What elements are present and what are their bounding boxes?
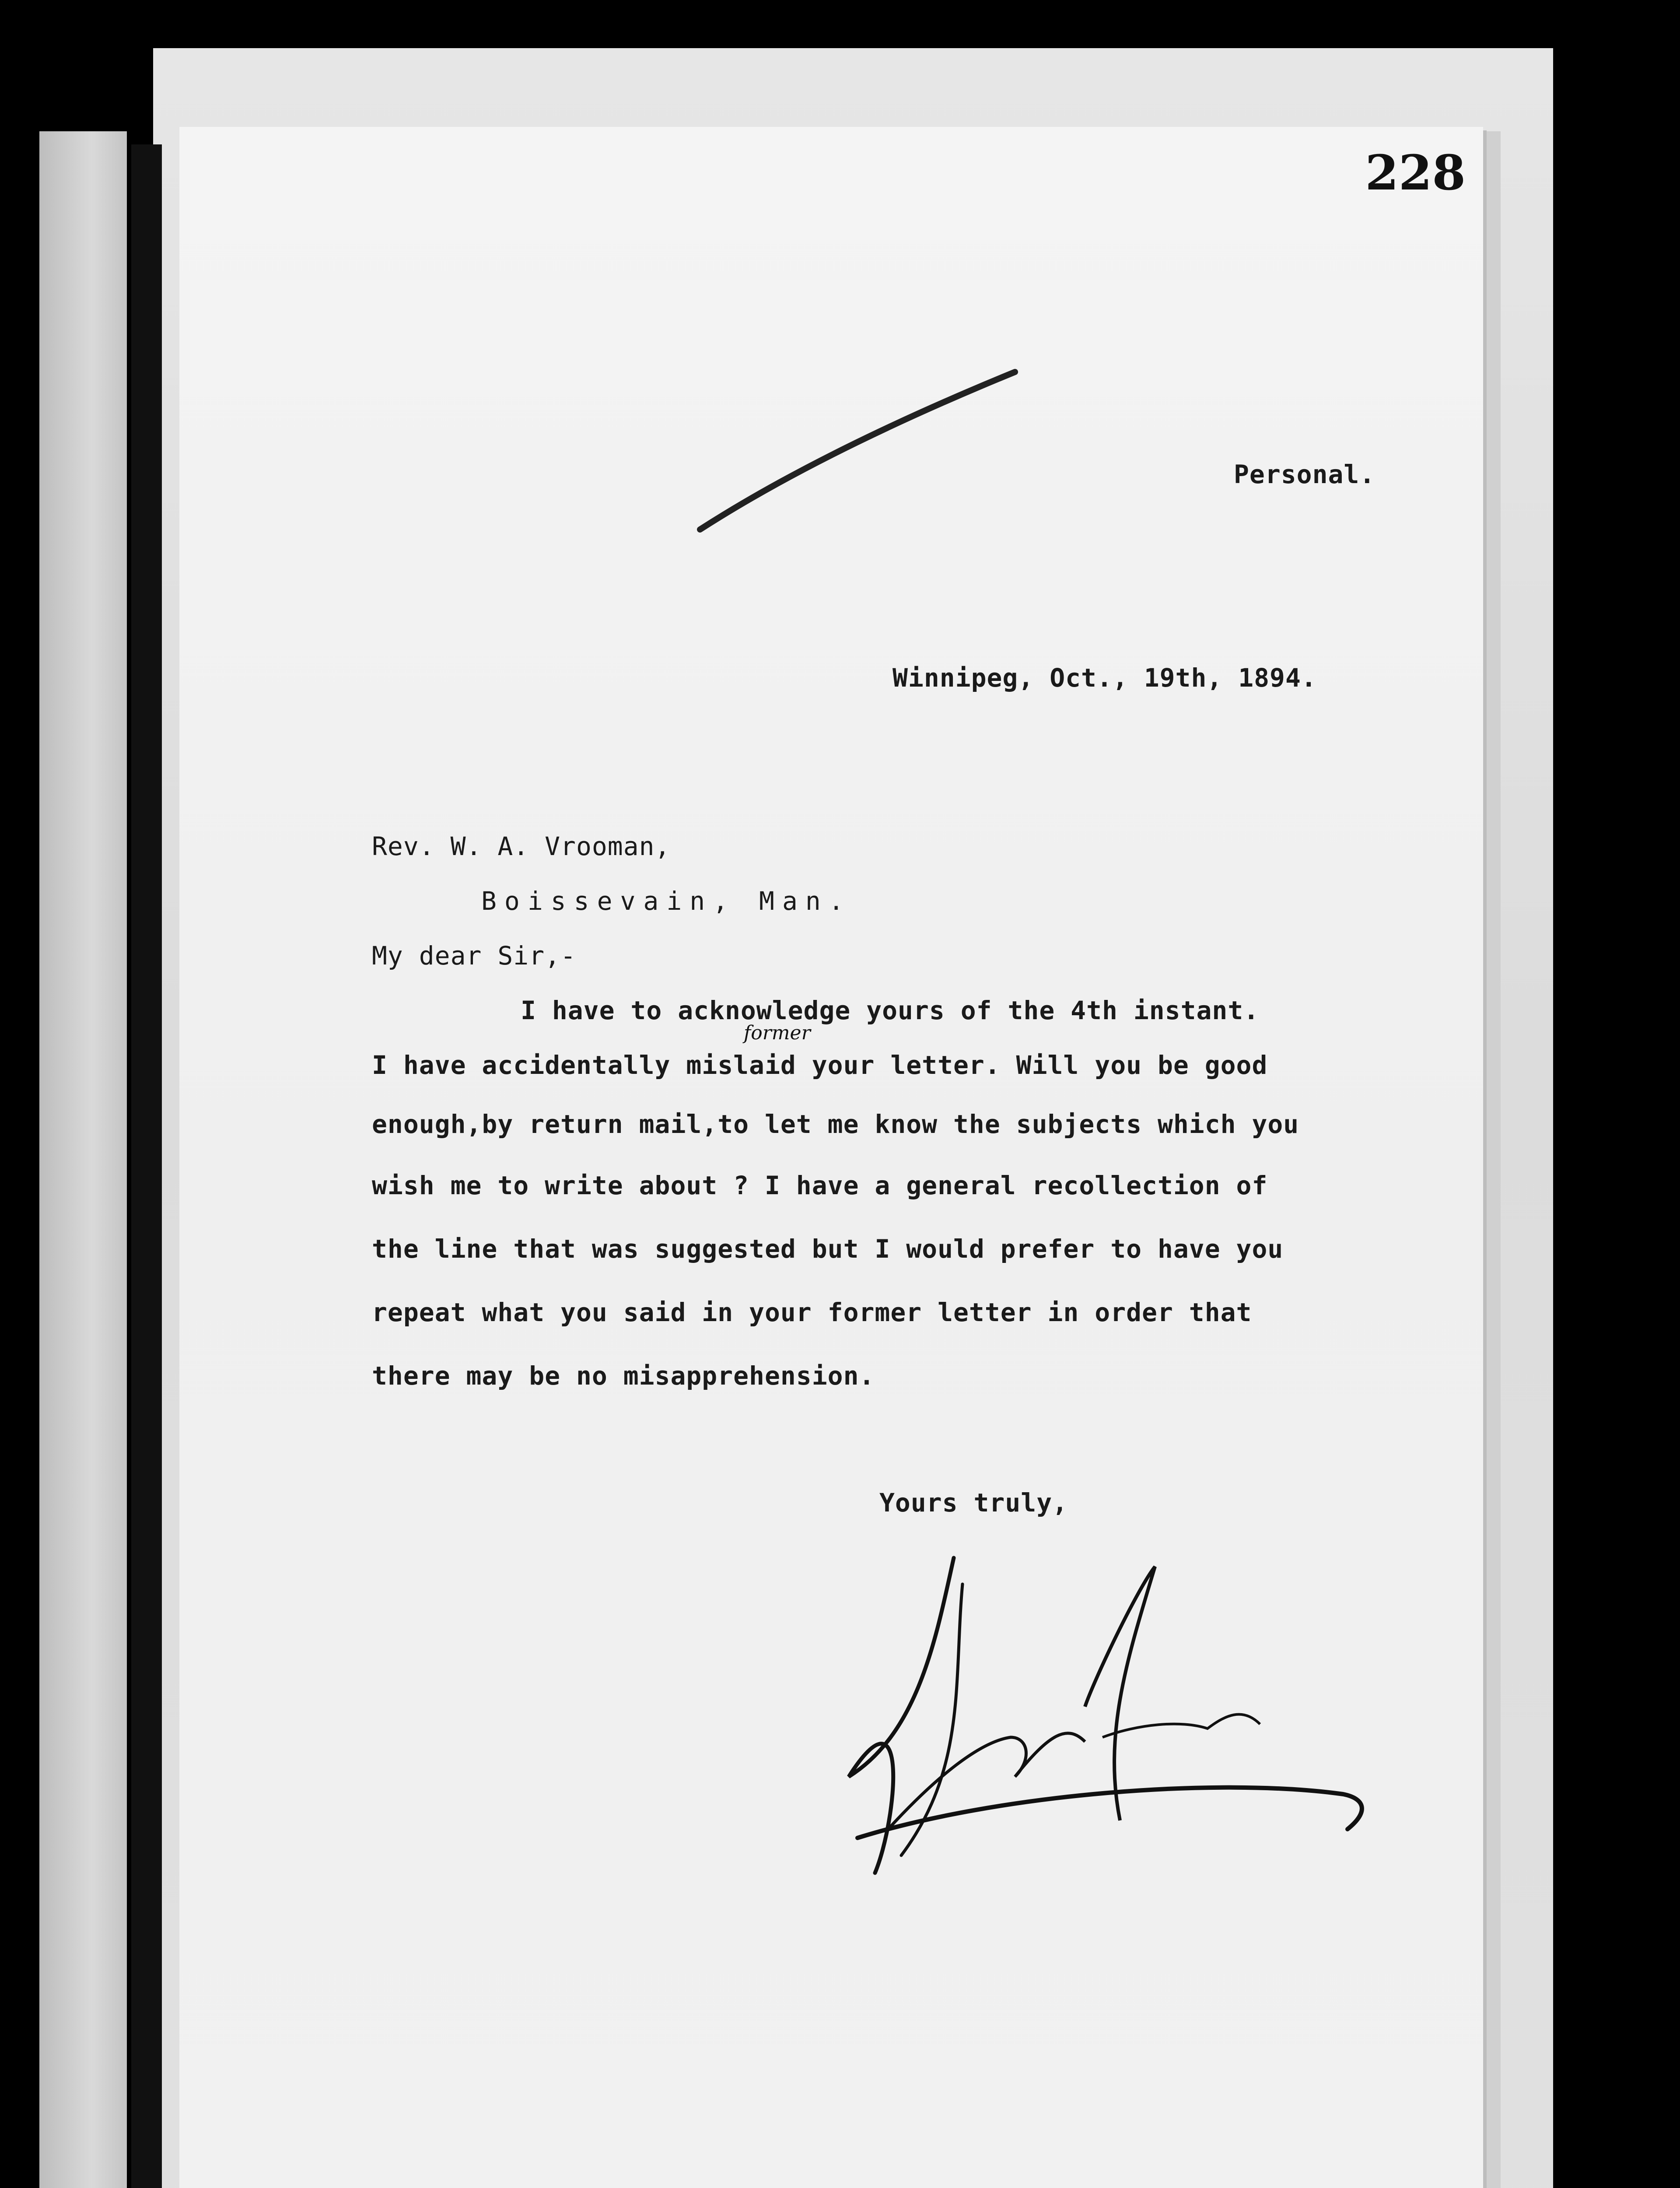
body-line: wish me to write about ? I have a general recollection of bbox=[372, 1171, 1268, 1200]
body-line: the line that was suggested but I would prefer to have you bbox=[372, 1234, 1284, 1264]
addressee: Rev. W. A. Vrooman, bbox=[372, 831, 671, 861]
page-number: 228 bbox=[1365, 144, 1466, 201]
salutation: My dear Sir,- bbox=[372, 941, 576, 971]
body-line: I have accidentally mislaid your letter. Will you be good bbox=[372, 1050, 1268, 1080]
handwritten-signature bbox=[822, 1549, 1374, 1882]
personal-marking: Personal. bbox=[1234, 459, 1376, 489]
body-line: repeat what you said in your former letter in order that bbox=[372, 1297, 1252, 1327]
addressee-place: Boissevain, Man. bbox=[481, 886, 852, 916]
binder-strip bbox=[39, 131, 127, 2188]
handwritten-insertion: former bbox=[744, 1022, 811, 1044]
letter-edge bbox=[1483, 131, 1501, 2188]
closing: Yours truly, bbox=[879, 1488, 1068, 1518]
dateline: Winnipeg, Oct., 19th, 1894. bbox=[892, 663, 1317, 693]
body-line: enough,by return mail,to let me know the subjects which you bbox=[372, 1109, 1299, 1139]
body-line: there may be no misapprehension. bbox=[372, 1361, 875, 1391]
binder-shadow bbox=[131, 144, 162, 2188]
pen-stroke-mark bbox=[691, 363, 1024, 538]
letter-page bbox=[179, 127, 1483, 2188]
body-line: I have to acknowledge yours of the 4th instant. bbox=[521, 996, 1260, 1025]
